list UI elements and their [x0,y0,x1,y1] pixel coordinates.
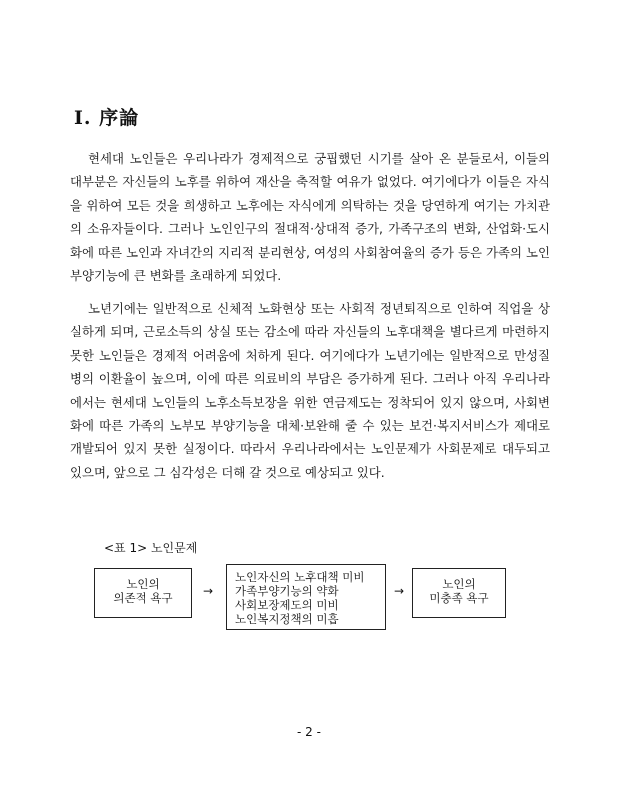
paragraph-intro [70,147,550,287]
causes-box [226,564,386,630]
paragraph-old-age-text: 노년기에는 일반적으로 신체적 노화현상 또는 사회적 정년퇴직으로 인하여 직업을 상실하게 되며, 근로소득의 상실 또는 감소에 따라 자신들의 노후대책을 별다르게 마련하지 못한 노인들은 경제적 어려움에 처하게 된다. 여기에다가 노년기에는 일반적으로 만성질병의 이환율이 높으며, 이에 따른 의료비의 부담은 증가하게 된다. 그러나 아직 우리나라에서는 현세대 노인들의 노후소득보장을 위한 연금제도는 정착되어 있지 않으며, 사회변화에 따른 가족의 노부모 부양기능을 대체·보완해 줄 수 있는 보건·복지서비스가 제대로 개발되어 있지 못한 실정이다. 따라서 우리나라에서는 노인문제가 사회문제로 대두되고 있으며, 앞으로 그 심각성은 더해 갈 것으로 예상되고 있다. [70,301,550,480]
box-line: 노인의 [126,577,160,591]
section-heading: Ⅰ. 序論 [74,107,140,129]
box-line: 가족부양기능의 약화 [235,584,339,598]
paragraph-old-age [70,297,550,484]
box-line: 노인의 [442,577,476,591]
box-line: 미충족 욕구 [429,591,489,605]
box-line: 노인복지정책의 미흡 [235,612,339,626]
arrow-right-icon: → [203,584,214,598]
unmet-needs-box [412,568,506,618]
table-caption: <표 1> 노인문제 [104,541,198,555]
page-number: - 2 - [297,725,321,739]
box-line: 노인자신의 노후대책 미비 [235,570,365,584]
box-line: 의존적 욕구 [113,591,173,605]
dependent-needs-box [94,568,192,618]
paragraph-intro-text: 현세대 노인들은 우리나라가 경제적으로 궁핍했던 시기를 살아 온 분들로서, 이들의 대부분은 자신들의 노후를 위하여 재산을 축적할 여유가 없었다. 여기에다가 이들은 자식을 위하여 모든 것을 희생하고 노후에는 자식에게 의탁하는 것을 당연하게 여기는 가치관의 소유자들이다. 그러나 노인인구의 절대적·상대적 증가, 가족구조의 변화, 산업화·도시화에 따른 노인과 자녀간의 지리적 분리현상, 여성의 사회참여율의 증가 등은 가족의 노인부양기능에 큰 변화를 초래하게 되었다. [70,151,550,284]
arrow-right-icon: → [394,584,405,598]
box-line: 사회보장제도의 미비 [235,598,339,612]
